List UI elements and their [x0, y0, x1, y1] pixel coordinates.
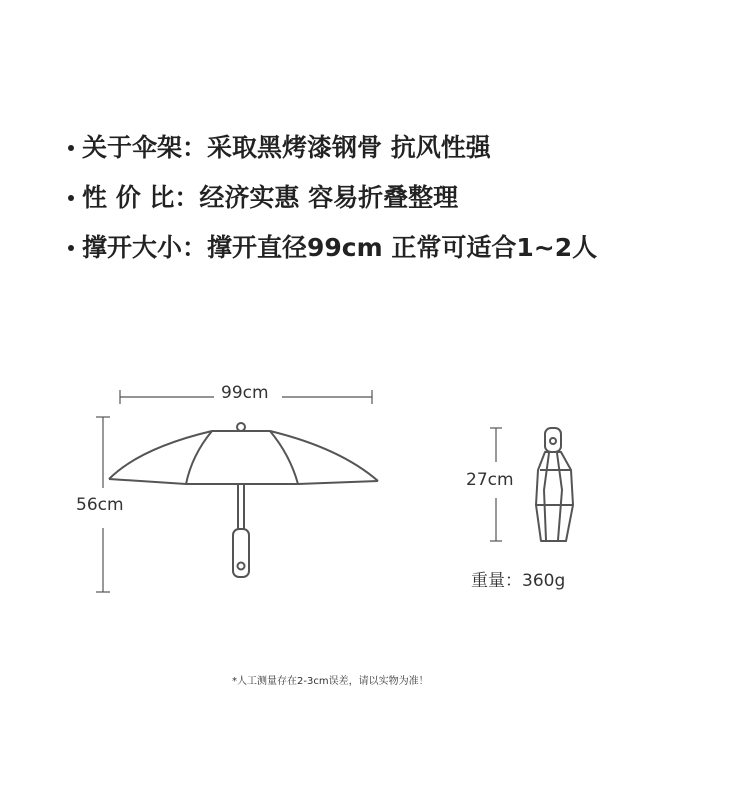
spec-label: 性 价 比：: [82, 183, 200, 212]
spec-label: 关于伞架：: [82, 133, 208, 162]
folded-umbrella-icon: [536, 428, 573, 541]
spec-value: 经济实惠 容易折叠整理: [199, 183, 459, 212]
measurement-footnote: *人工测量存在2-3cm误差，请以实物为准！: [232, 676, 429, 687]
spec-value: 采取黑烤漆钢骨 抗风性强: [207, 133, 491, 162]
folded-length-label: 27cm: [466, 470, 514, 490]
open-umbrella-icon: [109, 423, 378, 577]
weight-label: 重量：: [471, 571, 522, 591]
spec-value: 撑开直径99cm 正常可适合1~2人: [207, 233, 598, 262]
open-width-label: 99cm: [221, 383, 269, 403]
weight-info: [471, 566, 565, 591]
open-height-label: 56cm: [76, 495, 124, 515]
spec-label: 撑开大小：: [82, 233, 208, 262]
weight-value: 360g: [522, 571, 566, 591]
